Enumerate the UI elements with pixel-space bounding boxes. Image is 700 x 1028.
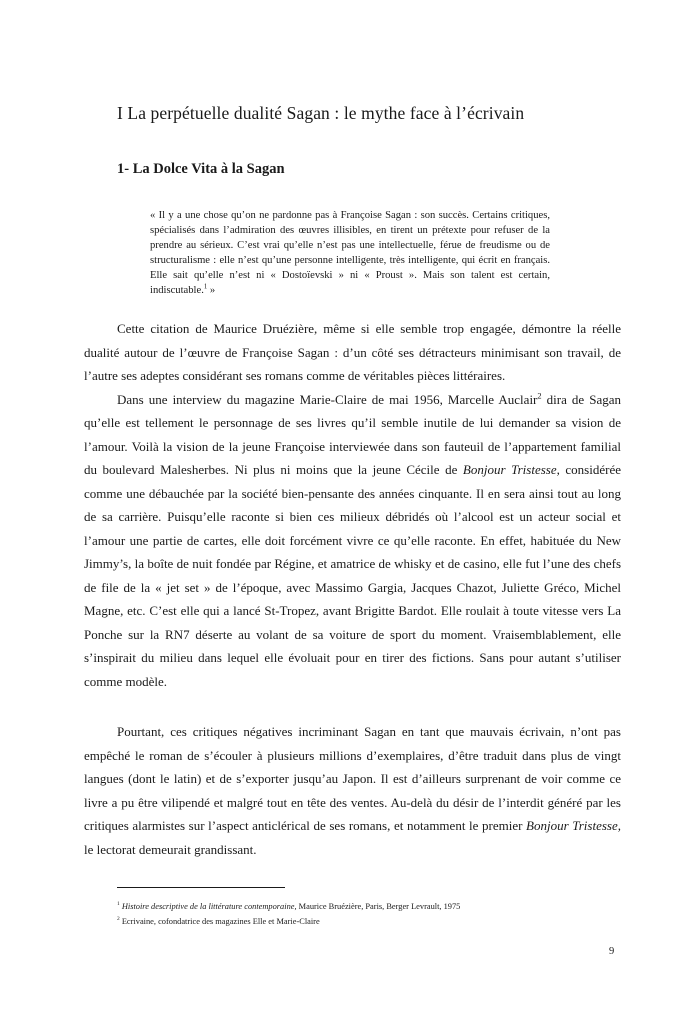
footnote-1 — [117, 899, 597, 914]
paragraph-2-text: considérée comme une débauchée par la société bien-pensante des années cinquante. Il en sera ainsi tout au long de sa carrière. Puisqu’elle raconte si bien ces milieux débridés où l’alcool est un acteur social et l’amour une partie de cartes, elle doit forcément vivre ce qu’elle raconte. En effet, habituée du New Jimmy’s, la boîte de nuit fondée par Régine, et amatrice de whisky et de casino, elle fut l’une des chefs de file de la « jet set » de l’époque, avec Massimo Gargia, Jacques Chazot, Juliette Gréco, Michel Magne, etc. C’est elle qui a lancé St-Tropez, avant Brigitte Bardot. Elle roulait à toute vitesse vers La Ponche sur la RN7 déserte au volant de sa voiture de sport du moment. Vraisemblablement, elle s’inspirait du milieu dans lequel elle évoluait pour en tirer des fictions. Sans pour autant s’utiliser comme modèle. — [84, 462, 621, 689]
book-title: Bonjour Tristesse, — [526, 818, 622, 833]
footnote-ref-1: 1 — [203, 283, 208, 290]
paragraph-2 — [84, 388, 621, 694]
body-text-2 — [84, 720, 621, 861]
paragraph-2-text: Dans une interview du magazine Marie-Claire de mai 1956, Marcelle Auclair — [117, 391, 538, 407]
footnote-2 — [117, 914, 597, 929]
footnote-number: 2 — [117, 916, 120, 923]
block-quote — [150, 209, 550, 298]
footnote-text: Ecrivaine, cofondatrice des magazines Elle et Marie-Claire — [119, 917, 320, 926]
body-text — [84, 317, 621, 693]
chapter-title: I La perpétuelle dualité Sagan : le mythe face à l’écrivain — [117, 103, 525, 123]
footnote-number: 1 — [117, 901, 120, 908]
paragraph-3-text: le lectorat demeurait grandissant. — [84, 841, 257, 857]
page-number: 9 — [609, 946, 615, 957]
footnote-text: Maurice Bruézière, Paris, Berger Levrault, 1975 — [296, 902, 461, 911]
paragraph-2-text: dira de Sagan qu’elle est tellement le personnage de ses livres qu’il semble inutile de lui demander sa vision de l’amour. Voilà la vision de la jeune Françoise interviewée dans son fauteuil de l’appartement familial du boulevard Malesherbes. Ni plus ni moins que la jeune Cécile de — [84, 391, 621, 477]
paragraph-3 — [84, 720, 621, 861]
quote-closing: » — [207, 284, 216, 296]
paragraph-1: Cette citation de Maurice Druézière, même si elle semble trop engagée, démontre la réelle dualité autour de l’œuvre de Françoise Sagan : d’un côté ses détracteurs minimisant son travail, de l’autre ses adeptes considérant ses romans comme de véritables pièces littéraires. — [84, 321, 621, 383]
section-title: 1- La Dolce Vita à la Sagan — [117, 161, 285, 177]
footnote-book-title: Histoire descriptive de la littérature contemporaine, — [121, 902, 297, 911]
quote-text: « Il y a une chose qu’on ne pardonne pas à Françoise Sagan : son succès. Certains critiques, spécialisés dans l’admiration des œuvres illisibles, en tirent un prétexte pour refuser de la prendre au sérieux. C’est vrai qu’elle n’est pas une intellectuelle, férue de freudisme ou de structuralisme : elle n’est qu’une personne intelligente, très intelligente, qui écrit en français. Elle sait qu’elle n’est ni « Dostoïevski » ni « Proust ». Mais son talent est certain, indiscutable. — [150, 210, 550, 296]
paragraph-3-text: Pourtant, ces critiques négatives incriminant Sagan en tant que mauvais écrivain, n’ont pas empêché le roman de s’écouler à plusieurs millions d’exemplaires, d’être traduit dans plus de vingt langues (dont le latin) et de s’exporter jusqu’au Japon. Il est d’ailleurs surprenant de voir comme ce livre a pu être vilipendé et malgré tout en tête des ventes. Au-delà du désir de l’interdit généré par les critiques alarmistes sur l’aspect anticlérical de ses romans, et notamment le premier — [84, 724, 621, 833]
book-title: Bonjour Tristesse, — [462, 462, 560, 477]
footnote-ref-2: 2 — [537, 390, 542, 401]
footnotes — [117, 899, 597, 929]
footnote-separator — [117, 887, 285, 888]
